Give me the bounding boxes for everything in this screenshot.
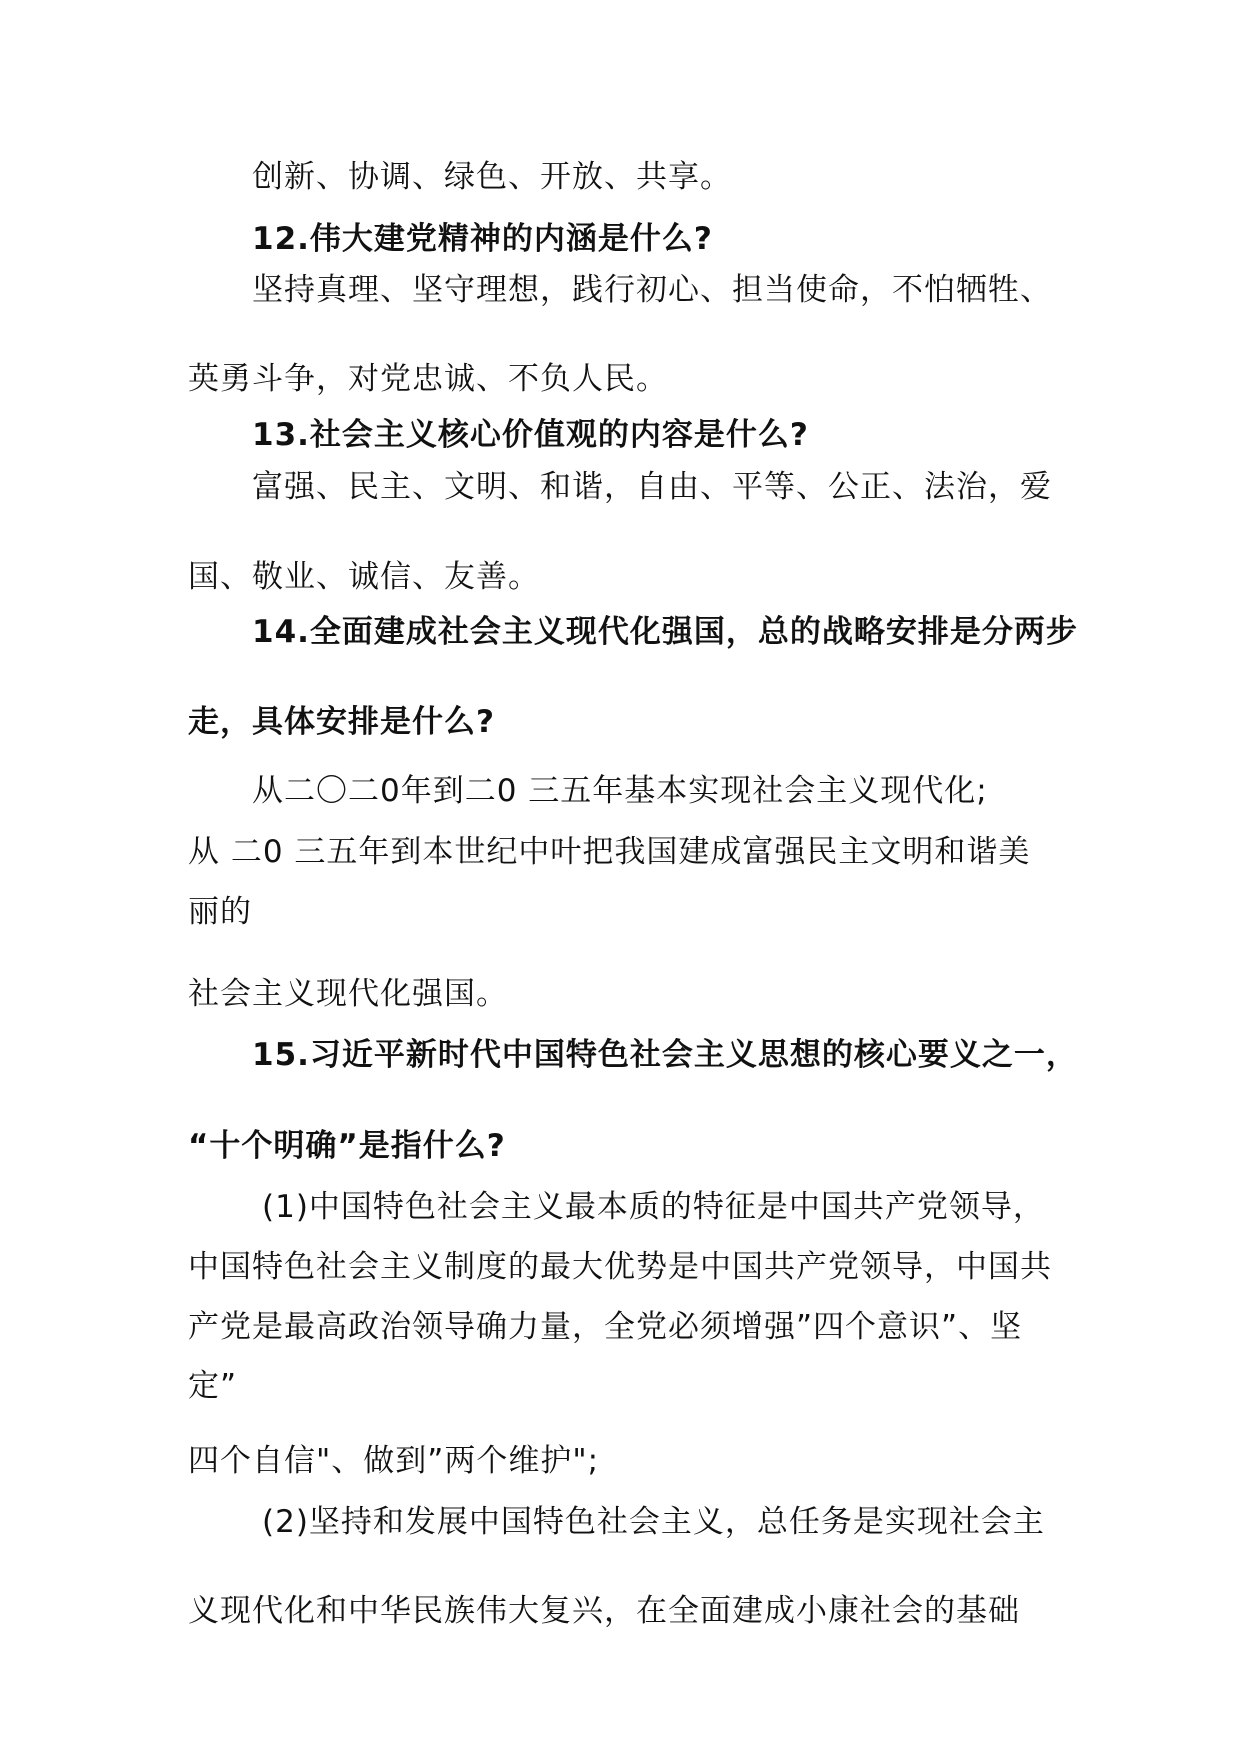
answer-15-item-1-line-2: 中国特色社会主义制度的最大优势是中国共产党领导，中国共	[188, 1249, 1052, 1285]
answer-12-line-2: 英勇斗争，对党忠诚、不负人民。	[188, 361, 668, 397]
answer-14-line-1: 从二〇二0年到二0 三五年基本实现社会主义现代化;	[252, 773, 988, 809]
answer-15-item-1-line-3: 产党是最高政治领导确力量，全党必须增强”四个意识”、坚	[188, 1309, 1023, 1345]
answer-13-line-2: 国、敬业、诚信、友善。	[188, 559, 540, 595]
question-12: 12.伟大建党精神的内涵是什么?	[252, 221, 713, 257]
answer-15-item-1-line-4: 定”	[188, 1368, 238, 1404]
question-14-line-2: 走，具体安排是什么?	[188, 704, 495, 740]
answer-15-item-1-line-5: 四个自信"、做到”两个维护";	[188, 1443, 600, 1479]
answer-11-line-1: 创新、协调、绿色、开放、共享。	[252, 159, 732, 195]
question-14-line-1: 14.全面建成社会主义现代化强国，总的战略安排是分两步	[252, 614, 1078, 650]
answer-15-item-2-line-2: 义现代化和中华民族伟大复兴，在全面建成小康社会的基础	[188, 1593, 1020, 1629]
answer-15-item-1-line-1: (1)中国特色社会主义最本质的特征是中国共产党领导，	[262, 1189, 1045, 1225]
answer-12-line-1: 坚持真理、坚守理想，践行初心、担当使命，不怕牺牲、	[252, 272, 1052, 308]
question-15-line-2: “十个明确”是指什么?	[188, 1128, 506, 1164]
answer-13-line-1: 富强、民主、文明、和谐，自由、平等、公正、法治，爱	[252, 469, 1052, 505]
question-13: 13.社会主义核心价值观的内容是什么?	[252, 417, 809, 453]
answer-15-item-2-line-1: (2)坚持和发展中国特色社会主义，总任务是实现社会主	[262, 1504, 1045, 1540]
answer-14-line-2: 从 二0 三五年到本世纪中叶把我国建成富强民主文明和谐美	[188, 834, 1031, 870]
question-15-line-1: 15.习近平新时代中国特色社会主义思想的核心要义之一，	[252, 1037, 1078, 1073]
answer-14-line-4: 社会主义现代化强国。	[188, 976, 508, 1012]
answer-14-line-3: 丽的	[188, 894, 252, 930]
